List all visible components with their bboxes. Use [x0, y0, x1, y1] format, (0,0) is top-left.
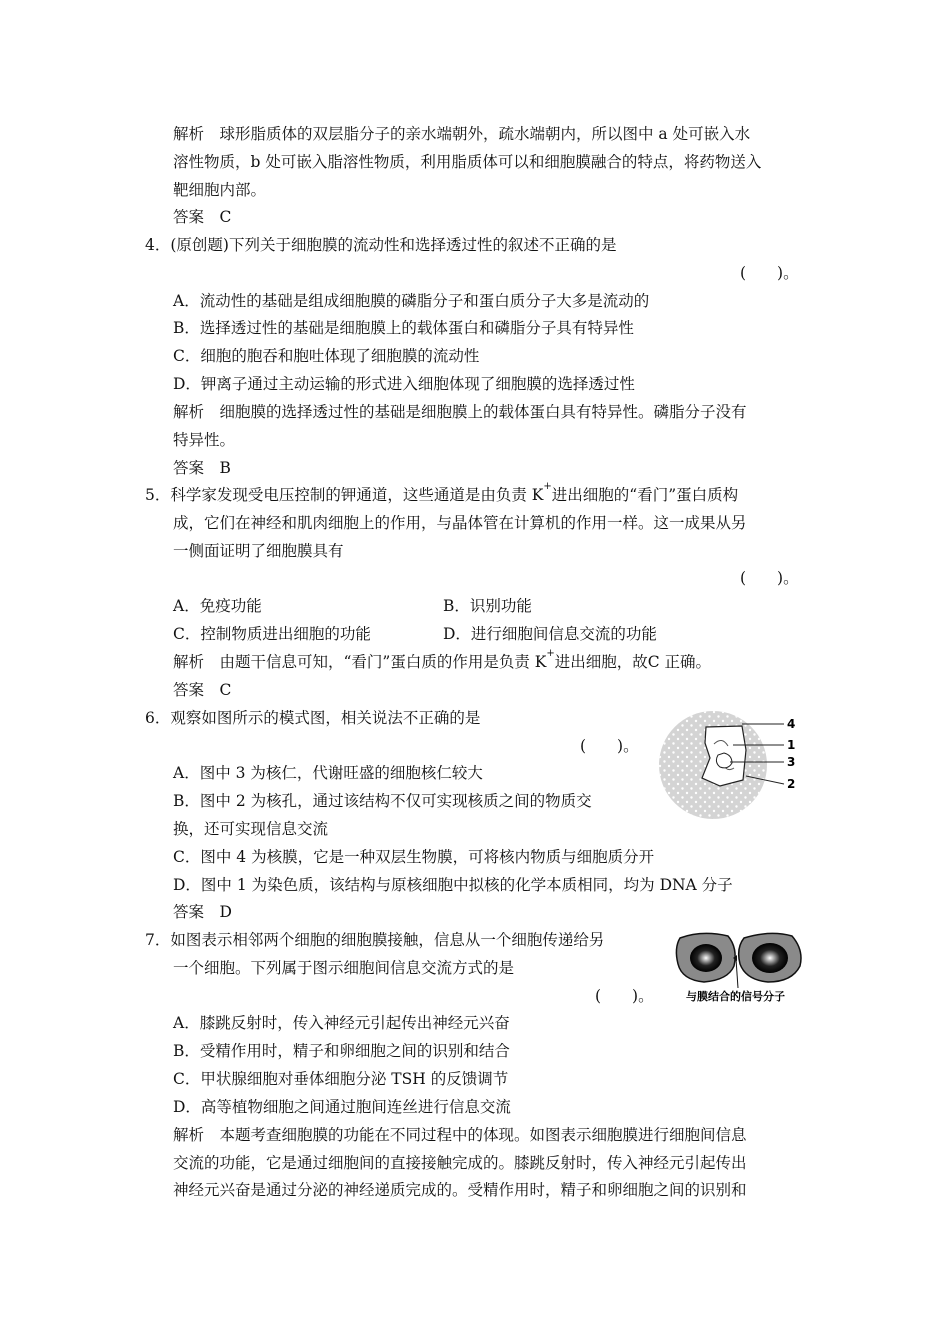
q5-stem-line-3: 一侧面证明了细胞膜具有	[173, 542, 344, 560]
q5-stem-part-b: 进出细胞的“看门”蛋白质构	[551, 486, 739, 504]
q7-answer-blank: ( )。	[595, 987, 654, 1005]
q7-analysis-line-2: 交流的功能，它是通过细胞间的直接接触完成的。膝跳反射时，传入神经元引起传出	[173, 1154, 747, 1172]
q5-superscript: +	[543, 480, 552, 492]
q5-option-c: C．控制物质进出细胞的功能	[173, 625, 371, 643]
q5-analysis-superscript: +	[546, 647, 555, 659]
q4-option-a: A．流动性的基础是组成细胞膜的磷脂分子和蛋白质分子大多是流动的	[173, 292, 650, 310]
q7-analysis-line-3: 神经元兴奋是通过分泌的神经递质完成的。受精作用时，精子和卵细胞之间的识别和	[173, 1181, 747, 1199]
q5-stem-part-a: 5．科学家发现受电压控制的钾通道，这些通道是由负责 K	[145, 486, 544, 504]
nucleus-diagram	[658, 710, 808, 820]
q5-analysis-part-b: 进出细胞，故C 正确。	[554, 653, 712, 671]
cell-contact-diagram	[672, 928, 812, 1008]
figure-caption: 与膜结合的信号分子	[686, 990, 785, 1003]
figure-label-3: 3	[787, 755, 796, 769]
figure-label-1: 1	[787, 738, 796, 752]
q4-answer: 答案 B	[173, 459, 231, 477]
q7-stem-line-1: 7．如图表示相邻两个细胞的细胞膜接触，信息从一个细胞传递给另	[145, 931, 605, 949]
q4-analysis-line-1: 解析 细胞膜的选择透过性的基础是细胞膜上的载体蛋白具有特异性。磷脂分子没有	[173, 403, 747, 421]
q3-analysis-line-1: 解析 球形脂质体的双层脂分子的亲水端朝外，疏水端朝内，所以图中 a 处可嵌入水	[173, 125, 751, 143]
figure-label-2: 2	[787, 777, 796, 791]
q4-analysis-line-2: 特异性。	[173, 431, 236, 449]
q7-analysis-line-1: 解析 本题考查细胞膜的功能在不同过程中的体现。如图表示细胞膜进行细胞间信息	[173, 1126, 747, 1144]
q5-option-a: A．免疫功能	[173, 597, 262, 615]
figure-label-4: 4	[787, 717, 796, 731]
q6-option-c: C．图中 4 为核膜，它是一种双层生物膜，可将核内物质与细胞质分开	[173, 848, 655, 866]
q3-answer: 答案 C	[173, 208, 232, 226]
q4-option-c: C．细胞的胞吞和胞吐体现了细胞膜的流动性	[173, 347, 480, 365]
q6-stem: 6．观察如图所示的模式图，相关说法不正确的是	[145, 709, 481, 727]
q6-option-b-line-1: B．图中 2 为核孔，通过该结构不仅可实现核质之间的物质交	[173, 792, 592, 810]
q7-option-a: A．膝跳反射时，传入神经元引起传出神经元兴奋	[173, 1014, 510, 1032]
q5-analysis-part-a: 解析 由题干信息可知，“看门”蛋白质的作用是负责 K	[173, 653, 547, 671]
q6-answer: 答案 D	[173, 903, 232, 921]
q4-option-d: D．钾离子通过主动运输的形式进入细胞体现了细胞膜的选择透过性	[173, 375, 635, 393]
q3-analysis-line-3: 靶细胞内部。	[173, 181, 267, 199]
q4-answer-blank: ( )。	[740, 264, 799, 282]
q7-option-b: B．受精作用时，精子和卵细胞之间的识别和结合	[173, 1042, 510, 1060]
q6-option-b-line-2: 换，还可实现信息交流	[173, 820, 329, 838]
q7-option-c: C．甲状腺细胞对垂体细胞分泌 TSH 的反馈调节	[173, 1070, 509, 1088]
q5-option-d: D．进行细胞间信息交流的功能	[443, 625, 657, 643]
q6-option-d: D．图中 1 为染色质，该结构与原核细胞中拟核的化学本质相同，均为 DNA 分子	[173, 876, 733, 894]
q5-stem-line-2: 成，它们在神经和肌肉细胞上的作用，与晶体管在计算机的作用一样。这一成果从另	[173, 514, 747, 532]
left-cell-nucleus	[690, 944, 722, 972]
q5-answer: 答案 C	[173, 681, 232, 699]
q4-option-b: B．选择透过性的基础是细胞膜上的载体蛋白和磷脂分子具有特异性	[173, 319, 634, 337]
q7-stem-line-2: 一个细胞。下列属于图示细胞间信息交流方式的是	[173, 959, 515, 977]
q5-stem-line-1	[145, 480, 739, 505]
q6-option-a: A．图中 3 为核仁，代谢旺盛的细胞核仁较大	[173, 764, 483, 782]
q4-stem: 4．(原创题)下列关于细胞膜的流动性和选择透过性的叙述不正确的是	[145, 236, 617, 254]
q5-option-b: B．识别功能	[443, 597, 532, 615]
q3-analysis-line-2: 溶性物质，b 处可嵌入脂溶性物质，利用脂质体可以和细胞膜融合的特点，将药物送入	[173, 153, 762, 171]
q6-answer-blank: ( )。	[580, 737, 639, 755]
right-cell-nucleus	[752, 943, 788, 973]
q7-option-d: D．高等植物细胞之间通过胞间连丝进行信息交流	[173, 1098, 511, 1116]
q5-analysis	[173, 647, 712, 672]
q5-answer-blank: ( )。	[740, 569, 799, 587]
